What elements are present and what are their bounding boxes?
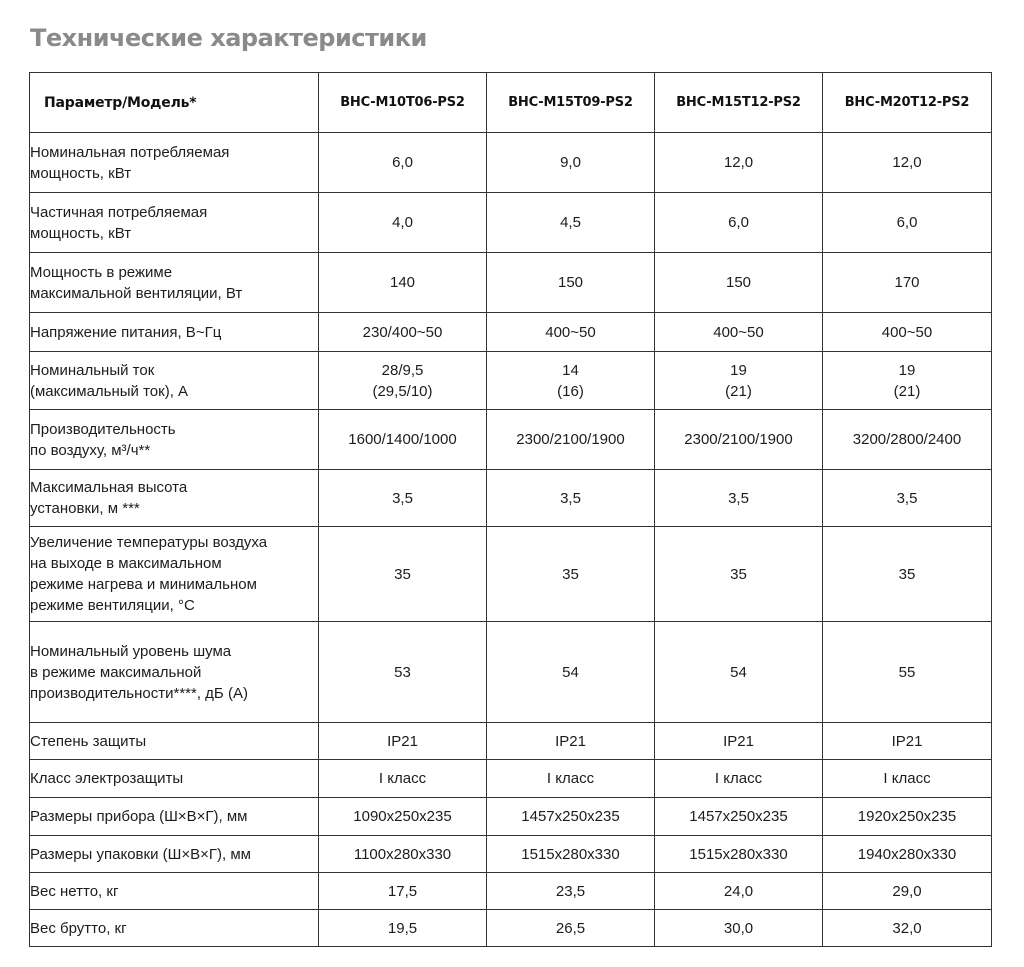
value-cell (319, 410, 487, 470)
value-line: 3200/2800/2400 (852, 431, 962, 448)
table-row (30, 470, 992, 527)
value-cell (487, 410, 655, 470)
value-line: 26,5 (555, 919, 586, 937)
param-label (30, 253, 319, 313)
value-line: 1920x250x235 (857, 808, 957, 825)
param-label-line: Увеличение температуры воздуха (30, 534, 268, 551)
value-line: IP21 (387, 732, 418, 750)
param-label-line: Размеры прибора (Ш×В×Г), мм (30, 808, 248, 825)
value-cell (487, 798, 655, 836)
table-body (30, 133, 992, 947)
value-cell (655, 723, 823, 760)
value-line: IP21 (555, 732, 586, 750)
value-cell (487, 193, 655, 253)
param-label-line: Номинальный уровень шума (30, 642, 232, 660)
table-row (30, 622, 992, 723)
header-model: BHC-M10T06-PS2 (319, 73, 487, 133)
value-cell (487, 723, 655, 760)
table-header-row (30, 73, 992, 133)
value-cell (823, 798, 992, 836)
table-row (30, 873, 992, 910)
param-label-line: установки, м *** (30, 500, 140, 517)
value-cell (487, 352, 655, 410)
value-cell (823, 760, 992, 798)
param-label (30, 798, 319, 836)
param-label (30, 470, 319, 527)
value-line: 6,0 (728, 214, 749, 231)
header-model: BHC-M15T12-PS2 (655, 73, 823, 133)
param-label (30, 910, 319, 947)
value-line: I класс (546, 770, 595, 787)
value-line: 2300/2100/1900 (516, 431, 625, 448)
param-label-line: Производительность (30, 420, 176, 438)
param-label (30, 836, 319, 873)
param-label-line: по воздуху, м³/ч** (30, 441, 151, 459)
value-cell (319, 193, 487, 253)
value-line: 17,5 (387, 882, 418, 900)
value-line: 6,0 (896, 214, 918, 231)
value-line: 1457x250x235 (689, 808, 788, 825)
param-label (30, 873, 319, 910)
page-title: Технические характеристики (30, 24, 427, 52)
table-row (30, 836, 992, 873)
value-cell (655, 470, 823, 527)
value-line: 1515x280x330 (521, 845, 620, 863)
value-cell (655, 313, 823, 352)
value-cell (655, 836, 823, 873)
value-line: I класс (714, 770, 763, 787)
value-cell (823, 313, 992, 352)
value-line: 6,0 (392, 154, 413, 171)
value-line: 24,0 (723, 882, 754, 900)
value-line: 1457x250x235 (521, 808, 620, 825)
value-line: 1100x280x330 (353, 845, 452, 863)
table-row (30, 527, 992, 622)
param-label-line: мощность, кВт (30, 224, 132, 242)
param-label-line: на выходе в максимальном (30, 555, 222, 572)
value-line: 55 (898, 663, 916, 681)
value-line: 23,5 (555, 882, 586, 900)
value-cell (823, 410, 992, 470)
table-row (30, 723, 992, 760)
value-cell (319, 352, 487, 410)
header-param: Параметр/Модель* (30, 73, 319, 133)
value-cell (319, 760, 487, 798)
param-label (30, 410, 319, 470)
value-cell (319, 622, 487, 723)
value-line: 1600/1400/1000 (348, 431, 457, 448)
param-label-line: Номинальный ток (30, 361, 155, 379)
param-label-line: Размеры упаковки (Ш×В×Г), мм (30, 845, 251, 863)
value-line: IP21 (723, 732, 754, 750)
value-cell (823, 352, 992, 410)
value-line: 53 (394, 663, 411, 681)
value-cell (823, 873, 992, 910)
param-label (30, 313, 319, 352)
param-label (30, 527, 319, 622)
value-line: 400~50 (545, 323, 596, 341)
value-line: 19 (730, 361, 747, 379)
table-row (30, 910, 992, 947)
param-label-line: производительности****, дБ (А) (30, 684, 248, 702)
value-cell (655, 760, 823, 798)
value-line: (21) (893, 382, 921, 400)
value-cell (319, 873, 487, 910)
value-cell (487, 470, 655, 527)
value-line: I класс (883, 770, 931, 787)
param-label-line: Максимальная высота (30, 479, 188, 496)
value-cell (655, 873, 823, 910)
value-line: 2300/2100/1900 (684, 431, 793, 448)
value-line: 3,5 (560, 489, 581, 507)
param-label-line: Мощность в режиме (30, 263, 173, 281)
value-line: 35 (730, 565, 747, 583)
value-line: 29,0 (892, 882, 922, 900)
param-label (30, 622, 319, 723)
value-cell (487, 910, 655, 947)
value-cell (487, 313, 655, 352)
value-line: 54 (730, 663, 747, 681)
value-cell (823, 723, 992, 760)
value-line: 400~50 (881, 323, 933, 341)
table-row (30, 313, 992, 352)
value-cell (487, 873, 655, 910)
value-cell (319, 527, 487, 622)
value-line: 150 (725, 274, 752, 291)
value-line: 54 (562, 663, 579, 681)
value-cell (487, 527, 655, 622)
value-line: (29,5/10) (372, 382, 433, 400)
value-cell (319, 313, 487, 352)
value-cell (319, 798, 487, 836)
param-label-line: Вес нетто, кг (30, 882, 119, 900)
value-cell (823, 193, 992, 253)
value-cell (487, 133, 655, 193)
value-line: 1090x250x235 (353, 808, 452, 825)
param-label-line: Степень защиты (30, 732, 147, 750)
value-line: 35 (562, 565, 579, 583)
value-cell (655, 798, 823, 836)
value-cell (823, 133, 992, 193)
table-row (30, 352, 992, 410)
value-line: 4,5 (560, 214, 581, 231)
value-line: (21) (725, 382, 752, 400)
value-cell (655, 193, 823, 253)
param-label-line: режиме нагрева и минимальном (30, 576, 257, 593)
param-label-line: Класс электрозащиты (30, 770, 184, 787)
value-line: 14 (562, 361, 579, 379)
spec-table (29, 72, 992, 947)
value-cell (655, 133, 823, 193)
value-line: 30,0 (723, 919, 754, 937)
table-row (30, 253, 992, 313)
value-line: 35 (898, 565, 916, 583)
value-cell (319, 133, 487, 193)
param-label (30, 723, 319, 760)
table-row (30, 798, 992, 836)
table-row (30, 133, 992, 193)
param-label-line: Номинальная потребляемая (30, 143, 230, 161)
value-line: 12,0 (723, 154, 754, 171)
value-cell (655, 622, 823, 723)
value-line: 28/9,5 (381, 361, 424, 379)
value-line: I класс (378, 770, 427, 787)
value-line: 3,5 (392, 489, 413, 507)
value-line: 170 (894, 274, 920, 291)
param-label-line: Вес брутто, кг (30, 919, 127, 937)
value-cell (319, 470, 487, 527)
value-cell (655, 352, 823, 410)
param-label-line: Частичная потребляемая (30, 203, 208, 221)
value-cell (487, 253, 655, 313)
value-cell (319, 723, 487, 760)
value-cell (487, 836, 655, 873)
value-cell (823, 910, 992, 947)
value-cell (655, 910, 823, 947)
param-label-line: Напряжение питания, В~Гц (30, 323, 222, 341)
param-label-line: максимальной вентиляции, Вт (30, 284, 243, 302)
header-model: BHC-M20T12-PS2 (823, 73, 992, 133)
value-cell (319, 836, 487, 873)
value-line: 4,0 (392, 214, 413, 231)
table-row (30, 193, 992, 253)
value-cell (823, 253, 992, 313)
param-label-line: мощность, кВт (30, 164, 132, 182)
value-cell (823, 622, 992, 723)
param-label (30, 193, 319, 253)
param-label (30, 133, 319, 193)
value-line: 150 (557, 274, 584, 291)
value-line: IP21 (891, 732, 923, 750)
value-cell (655, 527, 823, 622)
value-line: 35 (394, 565, 411, 583)
param-label-line: режиме вентиляции, °С (30, 597, 195, 614)
table-row (30, 410, 992, 470)
value-line: 9,0 (560, 154, 581, 171)
value-line: 1515x280x330 (689, 845, 788, 863)
value-line: 400~50 (713, 323, 764, 341)
value-cell (823, 470, 992, 527)
value-cell (319, 910, 487, 947)
value-line: 3,5 (896, 489, 918, 507)
value-line: 3,5 (728, 489, 749, 507)
value-line: (16) (557, 382, 584, 400)
value-cell (823, 836, 992, 873)
param-label (30, 760, 319, 798)
value-cell (319, 253, 487, 313)
value-cell (487, 760, 655, 798)
value-line: 1940x280x330 (857, 845, 957, 863)
value-line: 12,0 (892, 154, 922, 171)
value-line: 19,5 (387, 919, 418, 937)
value-line: 230/400~50 (362, 323, 443, 341)
value-cell (823, 527, 992, 622)
table-row (30, 760, 992, 798)
value-cell (487, 622, 655, 723)
value-cell (655, 253, 823, 313)
param-label-line: (максимальный ток), А (30, 382, 189, 400)
value-line: 140 (389, 274, 416, 291)
param-label (30, 352, 319, 410)
value-line: 32,0 (892, 919, 922, 937)
header-model: BHC-M15T09-PS2 (487, 73, 655, 133)
value-cell (655, 410, 823, 470)
param-label-line: в режиме максимальной (30, 663, 202, 681)
value-line: 19 (898, 361, 916, 379)
